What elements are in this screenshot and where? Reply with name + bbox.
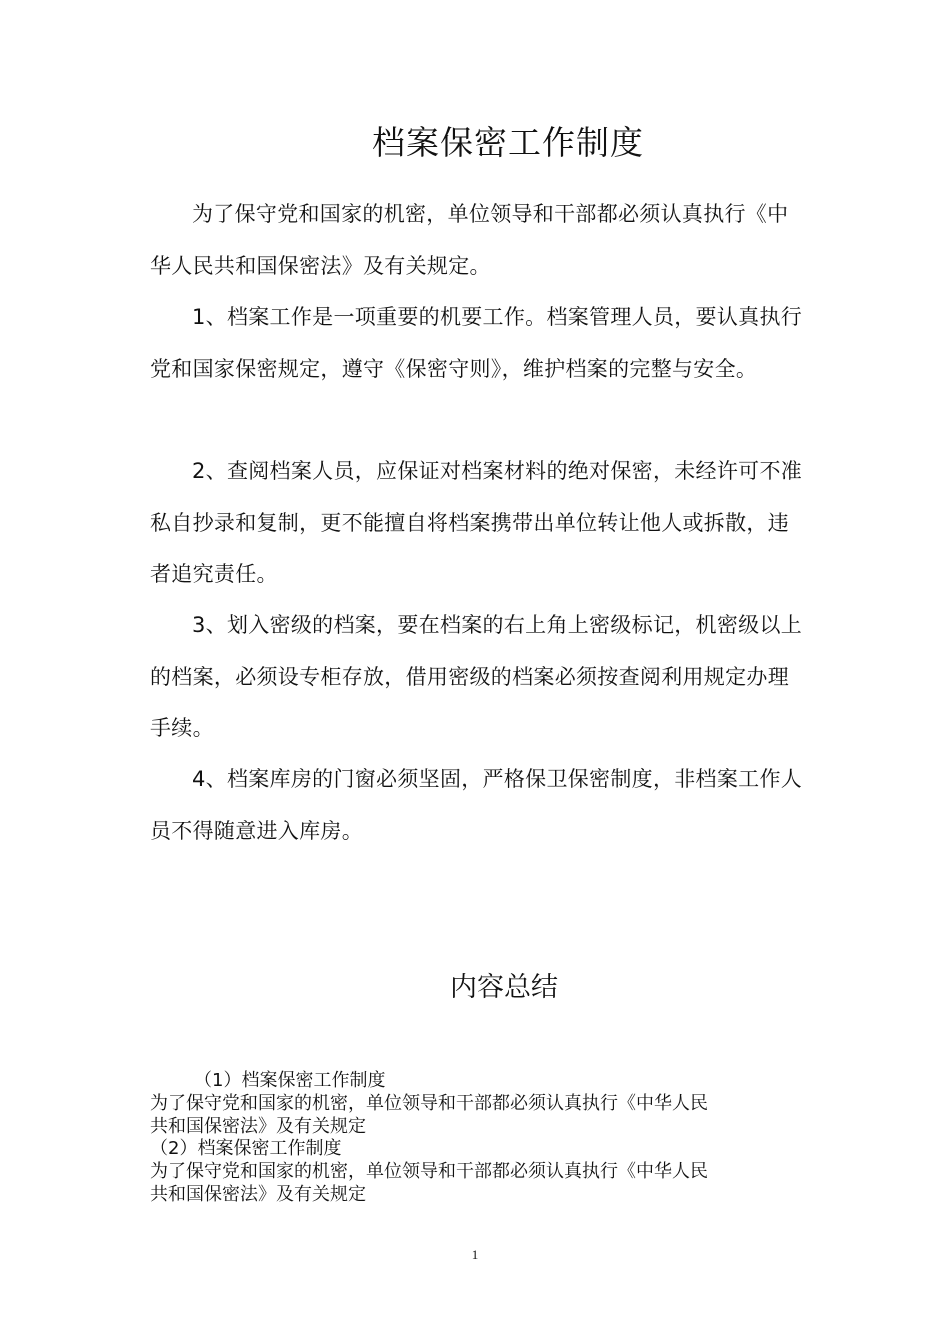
intro-paragraph: 为了保守党和国家的机密，单位领导和干部都必须认真执行《中华人民共和国保密法》及有关规定。 [150,202,789,278]
summary-item-text: 共和国保密法》及有关规定 [150,1183,366,1205]
summary-item-text: 为了保守党和国家的机密，单位领导和干部都必须认真执行《中华人民 [150,1092,708,1114]
summary-list [150,1070,810,1207]
summary-item-heading: （1）档案保密工作制度 [194,1070,386,1091]
summary-item-text: 为了保守党和国家的机密，单位领导和干部都必须认真执行《中华人民 [150,1161,708,1183]
page-number: 1 [471,1247,479,1262]
summary-item-text: 共和国保密法》及有关规定 [150,1115,366,1137]
summary-item-heading: （2）档案保密工作制度 [150,1138,342,1160]
document-title: 档案保密工作制度 [372,123,644,162]
rule-4-paragraph: 4、档案库房的门窗必须坚固，严格保卫保密制度，非档案工作人员不得随意进入库房。 [150,767,803,843]
rule-3-paragraph: 3、划入密级的档案，要在档案的右上角上密级标记，机密级以上的档案，必须设专柜存放，借用密级的档案必须按查阅利用规定办理手续。 [150,613,803,740]
rule-2-paragraph: 2、查阅档案人员，应保证对档案材料的绝对保密，未经许可不准私自抄录和复制，更不能擅自将档案携带出单位转让他人或拆散，违者追究责任。 [150,459,803,586]
rule-1-paragraph: 1、档案工作是一项重要的机要工作。档案管理人员，要认真执行党和国家保密规定，遵守《保密守则》，维护档案的完整与安全。 [150,305,803,381]
summary-title: 内容总结 [450,972,558,1003]
